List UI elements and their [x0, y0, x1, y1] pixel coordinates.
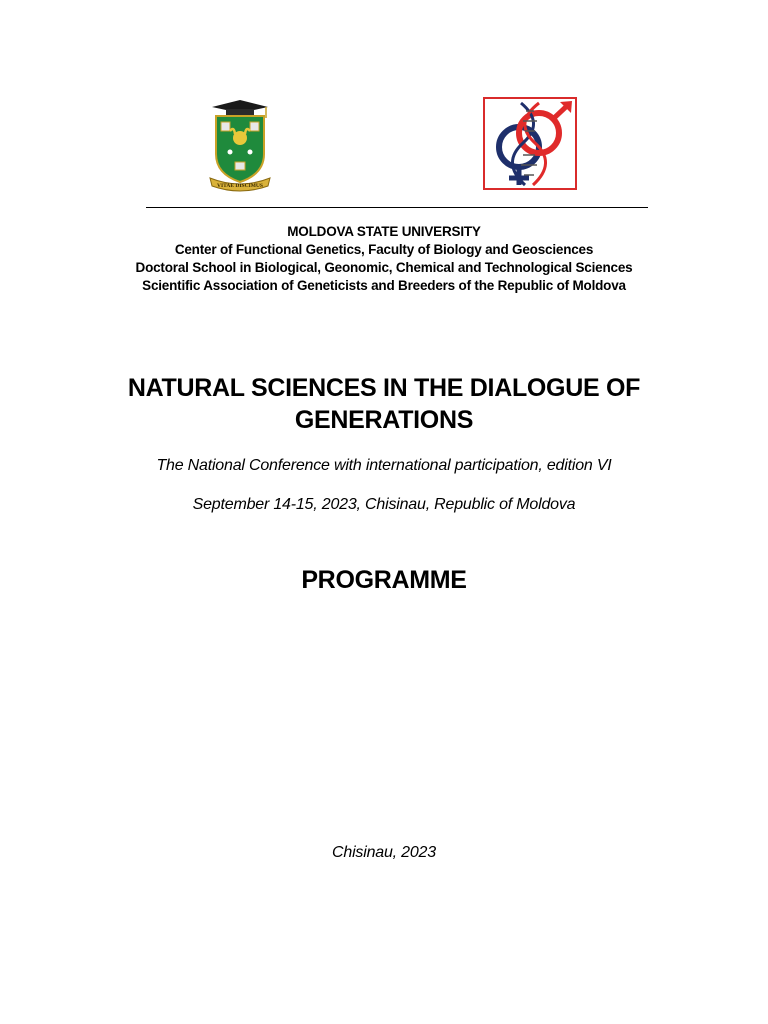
- doctoral-school-name: Doctoral School in Biological, Geonomic, Chemical and Technological Sciences: [135, 260, 633, 275]
- svg-text:VITAE DISCIMUS: VITAE DISCIMUS: [217, 183, 263, 189]
- conference-title: NATURAL SCIENCES IN THE DIALOGUE OF GENERATIONS: [127, 374, 641, 434]
- conference-date-place: September 14-15, 2023, Chisinau, Republic of Moldova: [192, 496, 576, 513]
- dna-gender-symbols-icon: [483, 97, 577, 190]
- place-year: Chisinau, 2023: [332, 844, 436, 861]
- header-divider: [146, 207, 648, 208]
- conference-subtitle: The National Conference with international participation, edition VI: [156, 457, 612, 474]
- university-name: MOLDOVA STATE UNIVERSITY: [287, 224, 481, 239]
- university-crest-icon: [208, 98, 272, 192]
- association-name: Scientific Association of Geneticists and Breeders of the Republic of Moldova: [142, 278, 626, 293]
- center-name: Center of Functional Genetics, Faculty of Biology and Geosciences: [174, 242, 594, 257]
- programme-heading: PROGRAMME: [301, 566, 467, 594]
